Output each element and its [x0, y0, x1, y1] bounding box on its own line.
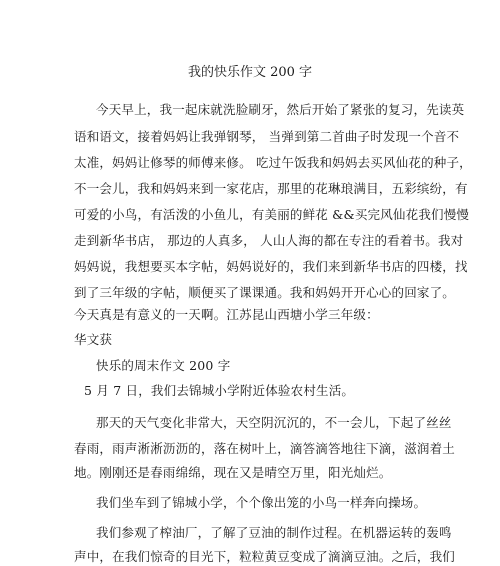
paragraph-line: 到了三年级的字帖，顺便买了课课通。我和妈妈开开心心的回家了。 — [74, 285, 456, 300]
section-title: 快乐的周末作文 200 字 — [96, 358, 231, 373]
paragraph-line: 地。刚刚还是春雨绵绵，现在又是晴空万里，阳光灿烂。 — [74, 465, 392, 480]
paragraph-line: 不一会儿，我和妈妈来到一家花店，那里的花琳琅满目，五彩缤纷，有 — [74, 181, 468, 196]
paragraph-line: 今天真是有意义的一天啊。江苏昆山西塘小学三年级： — [74, 307, 379, 322]
paragraph-line: 走到新华书店， 那边的人真多， 人山人海的都在专注的看着书。我对 — [74, 233, 464, 248]
paragraph-line: 今天早上，我一起床就洗脸刷牙，然后开始了紧张的复习，先读英 — [96, 102, 465, 117]
author-name: 华文获 — [74, 332, 113, 347]
paragraph-line: 春雨，雨声淅淅沥沥的，落在树叶上，滴答滴答地往下滴，滋润着土 — [74, 441, 456, 456]
paragraph-line: 可爱的小鸟，有活泼的小鱼儿，有美丽的鲜花 &&买完风仙花我们慢慢 — [74, 207, 470, 222]
paragraph-line: 我们坐车到了锦城小学，个个像出笼的小鸟一样奔向操场。 — [96, 495, 427, 510]
paragraph-line: 太准，妈妈让修琴的师傅来修。 吃过午饭我和妈妈去买风仙花的种子， — [74, 155, 472, 170]
paragraph-line: 我们参观了榨油厂，了解了豆油的制作过程。在机器运转的轰鸣 — [96, 525, 452, 540]
paragraph-line: 5 月 7 日，我们去锦城小学附近体验农村生活。 — [84, 383, 355, 398]
document-title: 我的快乐作文 200 字 — [187, 65, 313, 80]
paragraph-line: 语和语文，接着妈妈让我弹钢琴， 当弹到第二首曲子时发现一个音不 — [74, 129, 460, 144]
paragraph-line: 声中，在我们惊奇的目光下，粒粒黄豆变成了滴滴豆油。之后，我们 — [74, 549, 456, 564]
paragraph-line: 妈妈说，我想要买本字帖，妈妈说好的，我们来到新华书店的四楼，找 — [74, 259, 468, 274]
paragraph-line: 那天的天气变化非常大，天空阴沉沉的，不一会儿，下起了丝丝 — [96, 415, 452, 430]
